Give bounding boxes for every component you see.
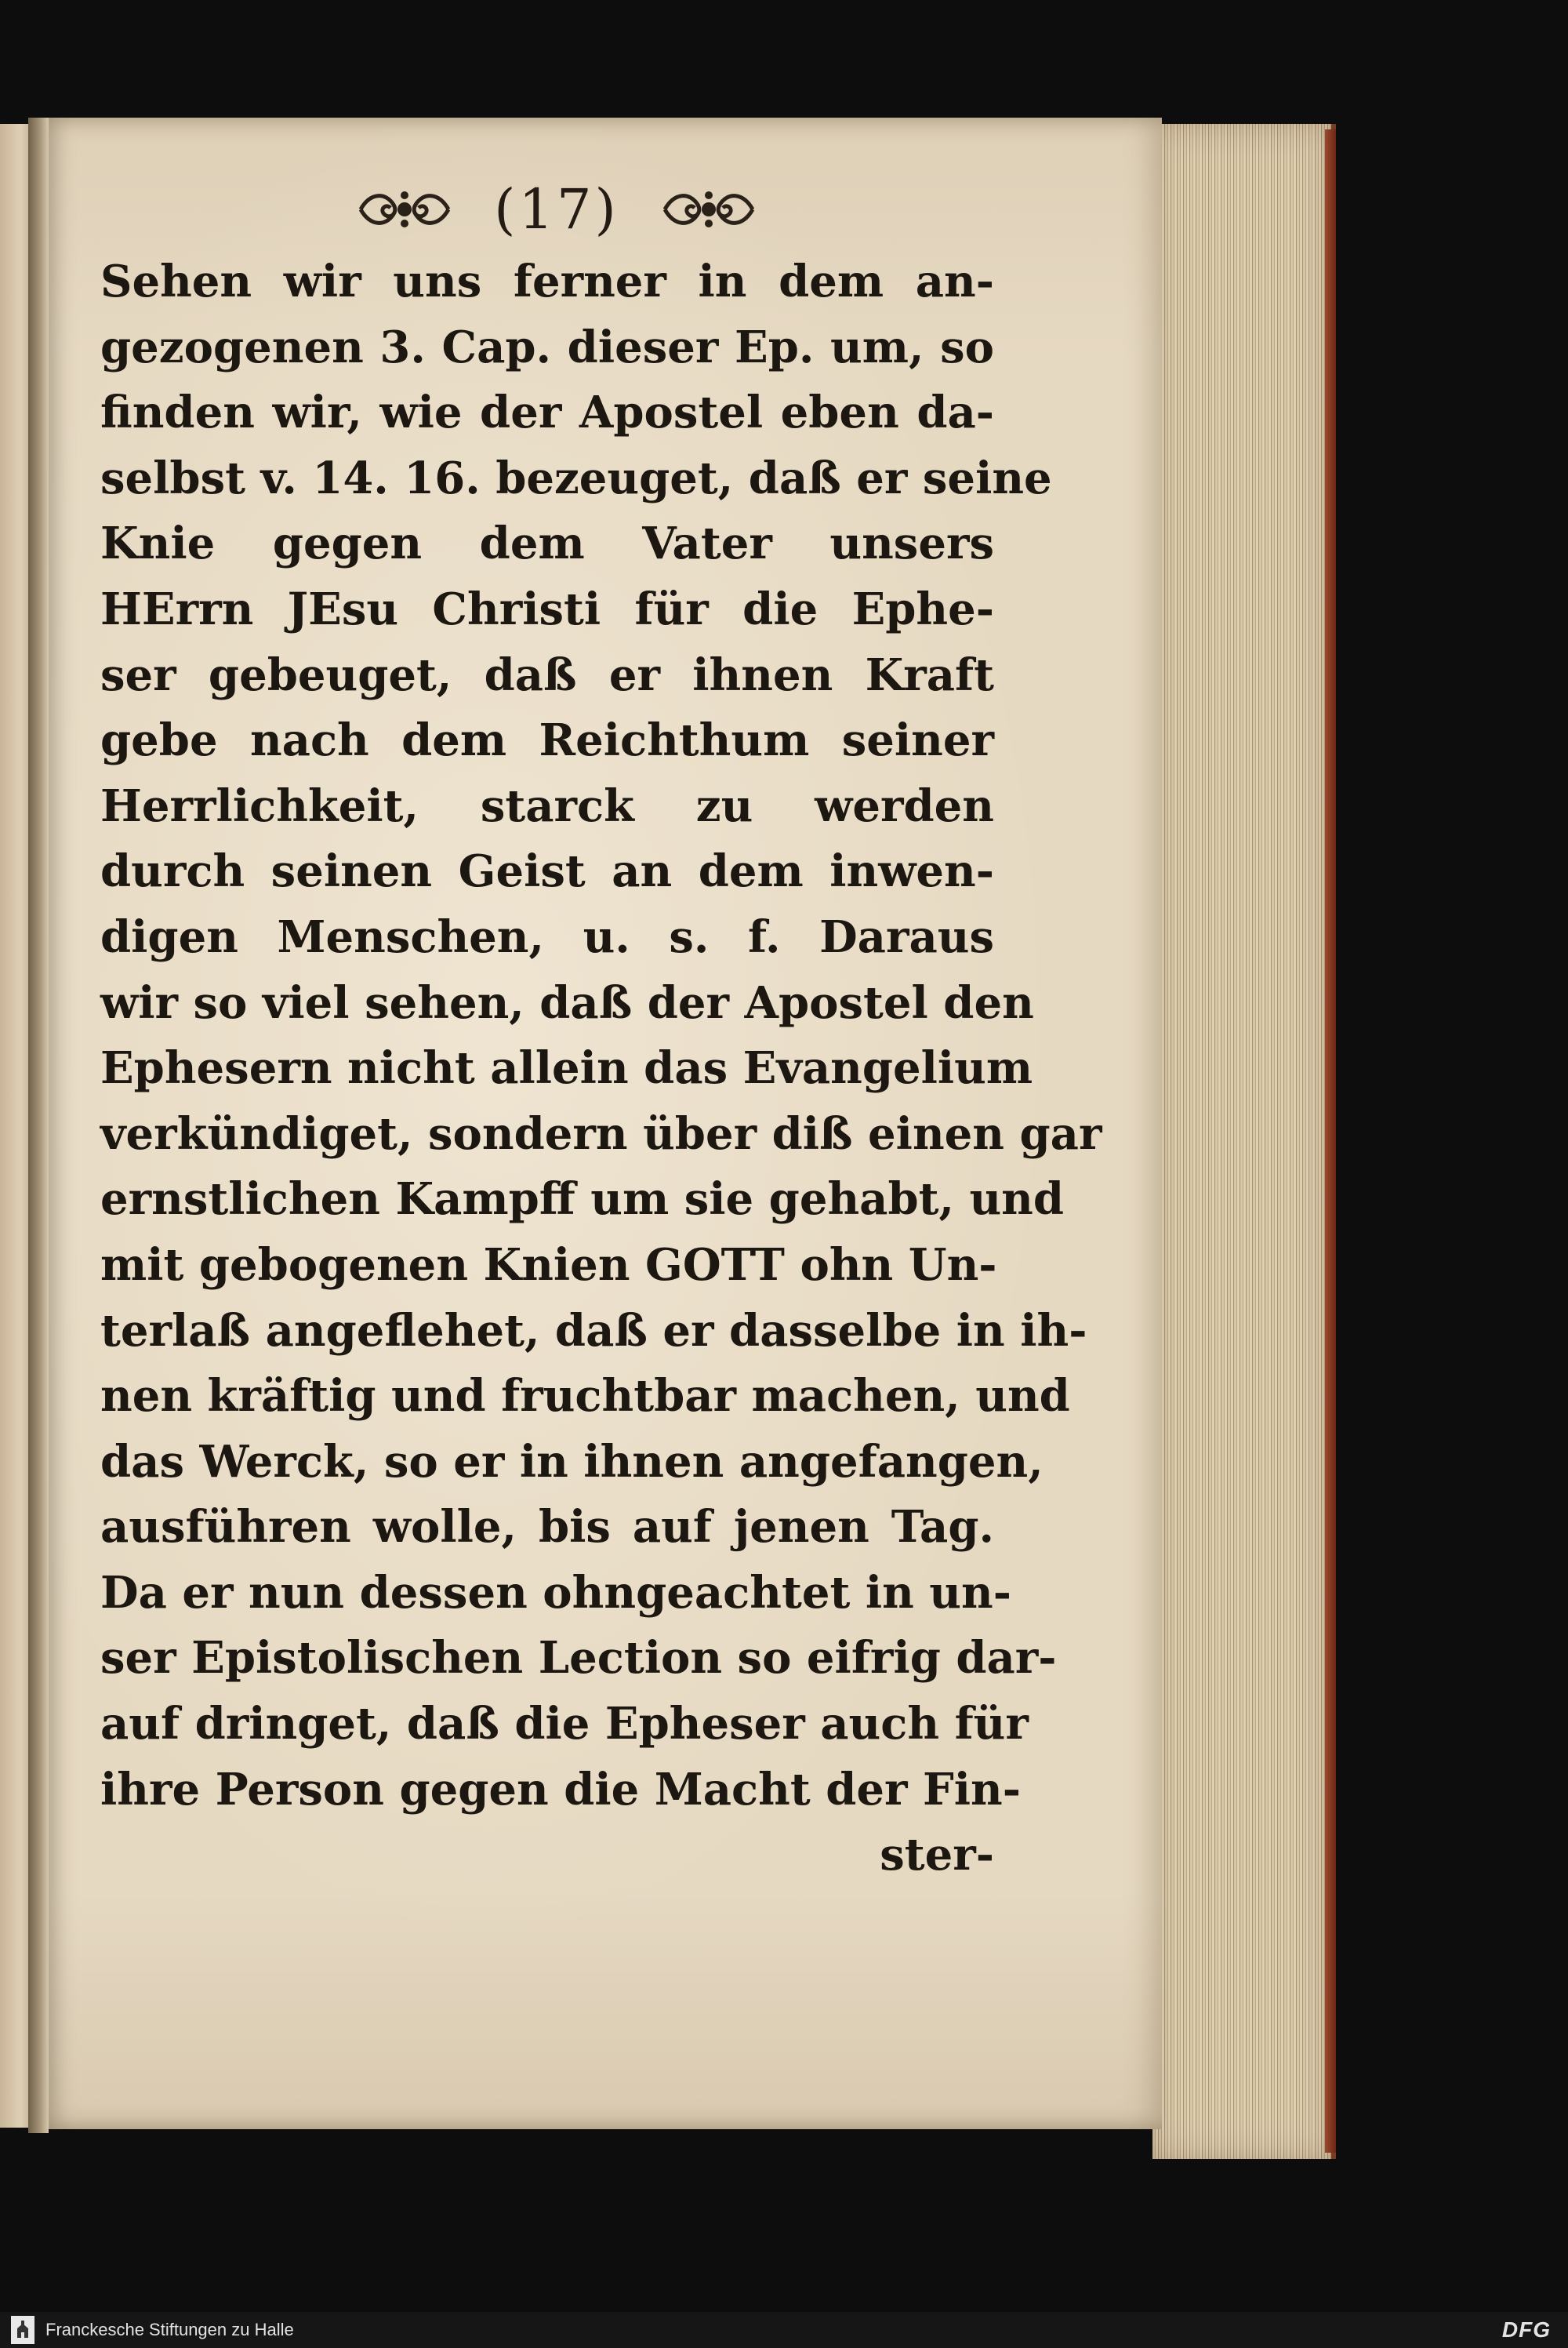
text-line: Da er nun dessen ohngeachtet in un- (100, 1566, 1011, 1619)
text-line: digen Menschen, u. s. f. Daraus (100, 910, 994, 963)
book-red-edge (1325, 129, 1336, 2153)
right-ornament-icon (659, 186, 759, 233)
text-line: durch seinen Geist an dem inwen- (100, 845, 994, 898)
text-line: Sehen wir uns ferner in dem an- (100, 256, 994, 307)
text-line: das Werck, so er in ihnen angefangen, (100, 1435, 1044, 1488)
page-number: (17) (494, 177, 619, 242)
text-line: gebe nach dem Reichthum seiner (100, 714, 994, 767)
institution-name: Franckesche Stiftungen zu Halle (45, 2320, 294, 2339)
institution-credit (11, 2316, 294, 2344)
page-body-text (100, 249, 1102, 1888)
catchword: ster- (880, 1829, 994, 1881)
text-line: gezogenen 3. Cap. dieser Ep. um, so (100, 321, 994, 373)
text-line: nen kräftig und fruchtbar machen, und (100, 1370, 1070, 1423)
viewer-footer (0, 2312, 1568, 2348)
dfg-logo: DFG (1501, 2317, 1551, 2342)
text-line: selbst v. 14. 16. bezeuget, daß er seine (100, 452, 1052, 504)
text-line: Herrlichkeit, starck zu werden (100, 780, 994, 832)
institution-logo-icon (11, 2316, 34, 2344)
text-line: ausführen wolle, bis auf jenen Tag. (100, 1501, 994, 1554)
text-line: ser gebeuget, daß er ihnen Kraft (100, 649, 994, 701)
text-line: mit gebogenen Knien GOTT ohn Un- (100, 1238, 997, 1291)
text-line: wir so viel sehen, daß der Apostel den (100, 976, 1034, 1029)
text-line: ernstlichen Kampff um sie gehabt, und (100, 1173, 1065, 1226)
text-line: ihre Person gegen die Macht der Fin- (100, 1763, 1022, 1816)
text-line: HErrn JEsu Christi für die Ephe- (100, 583, 994, 635)
text-line: verkündiget, sondern über diß einen gar (100, 1107, 1102, 1160)
text-line: auf dringet, daß die Epheser auch für (100, 1698, 1029, 1750)
page-header (329, 174, 784, 245)
text-line: terlaß angeflehet, daß er dasselbe in ih- (100, 1304, 1087, 1357)
text-line: Ephesern nicht allein das Evangelium (100, 1042, 1033, 1095)
text-line: Knie gegen dem Vater unsers (100, 518, 994, 570)
left-ornament-icon (354, 186, 455, 233)
book-fore-edge (1152, 124, 1336, 2159)
page-gutter (28, 118, 49, 2133)
text-line: ser Epistolischen Lection so eifrig dar- (100, 1632, 1057, 1685)
text-line: finden wir, wie der Apostel eben da- (100, 387, 994, 439)
